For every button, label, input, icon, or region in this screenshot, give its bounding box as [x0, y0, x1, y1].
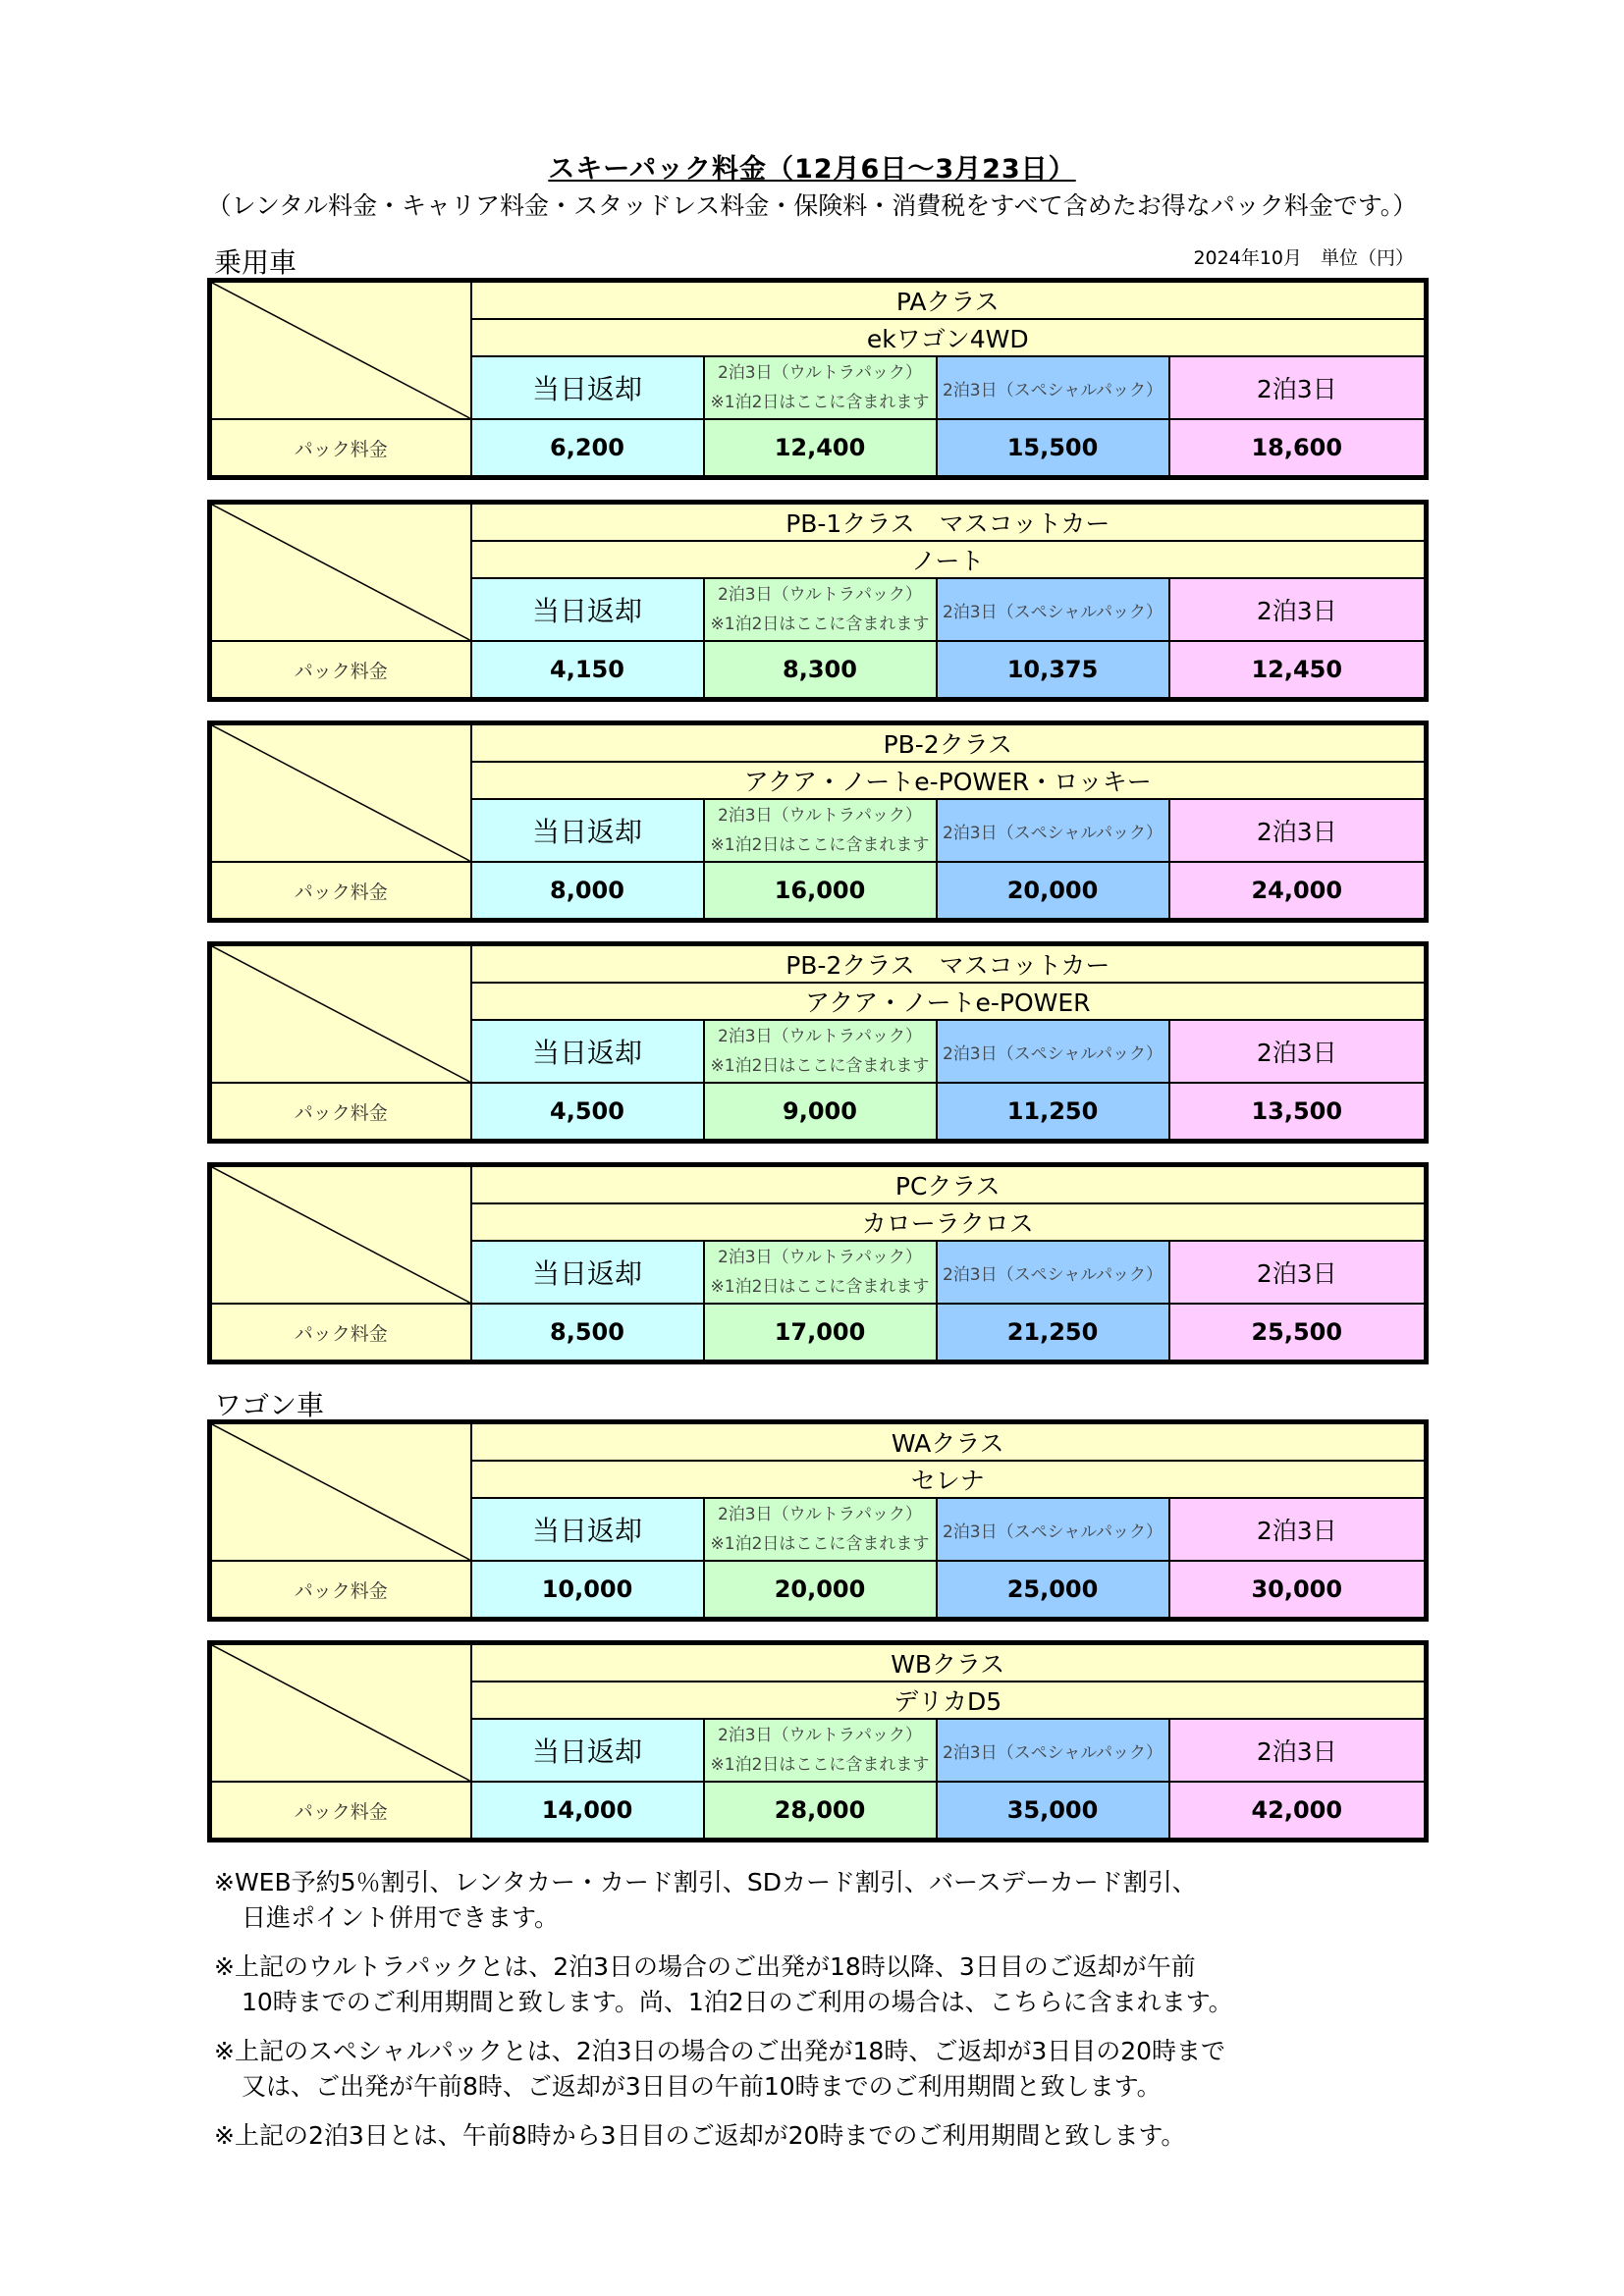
diagonal-line [212, 725, 470, 861]
price-ultra-pack: 16,000 [704, 862, 937, 921]
header-special-pack: 2泊3日（スペシャルパック） [937, 1498, 1169, 1561]
class-name: PB-2クラス [471, 723, 1427, 763]
pack-price-label: パック料金 [210, 1304, 471, 1362]
diagonal-line [212, 1424, 470, 1560]
pack-price-label: パック料金 [210, 641, 471, 700]
car-model: ノート [471, 541, 1427, 578]
price-table [207, 1162, 1429, 1364]
header-ultra-pack [704, 1719, 937, 1782]
diagonal-line [212, 283, 470, 418]
header-two-night: 2泊3日 [1169, 1020, 1427, 1083]
notes [214, 1865, 1441, 2167]
diagonal-line [212, 505, 470, 640]
price-two-night: 25,500 [1169, 1304, 1427, 1362]
class-name: PB-1クラス マスコットカー [471, 503, 1427, 542]
header-special-pack: 2泊3日（スペシャルパック） [937, 1719, 1169, 1782]
header-ultra-line1: 2泊3日（ウルトラパック） [717, 1248, 923, 1267]
price-ultra-pack: 28,000 [704, 1782, 937, 1841]
class-name: PCクラス [471, 1165, 1427, 1204]
corner-cell [210, 1422, 471, 1562]
price-table [207, 1640, 1429, 1842]
class-name: PAクラス [471, 281, 1427, 320]
header-ultra-line1: 2泊3日（ウルトラパック） [717, 1027, 923, 1046]
pack-price-label: パック料金 [210, 419, 471, 478]
note-line: ※上記のスペシャルパックとは、2泊3日の場合のご出発が18時、ご返却が3日目の20時まで [214, 2037, 1226, 2065]
price-special-pack: 35,000 [937, 1782, 1169, 1841]
header-two-night: 2泊3日 [1169, 578, 1427, 641]
price-ultra-pack: 9,000 [704, 1083, 937, 1142]
diagonal-line [212, 1167, 470, 1303]
header-ultra-line1: 2泊3日（ウルトラパック） [717, 363, 923, 383]
header-ultra-pack [704, 1498, 937, 1561]
header-ultra-pack [704, 1020, 937, 1083]
header-ultra-line2: ※1泊2日はここに含まれます [710, 614, 930, 634]
car-model: ekワゴン4WD [471, 319, 1427, 356]
page-title: スキーパック料金（12月6日～3月23日） [548, 154, 1076, 185]
price-same-day: 8,500 [471, 1304, 704, 1362]
header-same-day: 当日返却 [471, 1719, 704, 1782]
note-item [214, 2034, 1441, 2105]
header-two-night: 2泊3日 [1169, 1241, 1427, 1304]
header-ultra-line2: ※1泊2日はここに含まれます [710, 1755, 930, 1775]
header-special-pack: 2泊3日（スペシャルパック） [937, 578, 1169, 641]
class-name: WAクラス [471, 1422, 1427, 1462]
header-special-pack: 2泊3日（スペシャルパック） [937, 1020, 1169, 1083]
car-model: セレナ [471, 1461, 1427, 1498]
price-table [207, 721, 1429, 923]
price-special-pack: 20,000 [937, 862, 1169, 921]
corner-cell [210, 503, 471, 642]
header-same-day: 当日返却 [471, 1020, 704, 1083]
header-same-day: 当日返却 [471, 799, 704, 862]
price-same-day: 4,500 [471, 1083, 704, 1142]
header-special-pack: 2泊3日（スペシャルパック） [937, 356, 1169, 419]
header-same-day: 当日返却 [471, 578, 704, 641]
note-line: ※上記の2泊3日とは、午前8時から3日目のご返却が20時までのご利用期間と致します。 [214, 2121, 1186, 2150]
price-ultra-pack: 8,300 [704, 641, 937, 700]
header-ultra-line2: ※1泊2日はここに含まれます [710, 1056, 930, 1076]
header-two-night: 2泊3日 [1169, 1498, 1427, 1561]
note-item [214, 1865, 1441, 1936]
header-ultra-line1: 2泊3日（ウルトラパック） [717, 806, 923, 826]
price-special-pack: 21,250 [937, 1304, 1169, 1362]
price-two-night: 30,000 [1169, 1561, 1427, 1620]
price-two-night: 24,000 [1169, 862, 1427, 921]
header-ultra-pack [704, 356, 937, 419]
pack-price-label: パック料金 [210, 862, 471, 921]
car-model: デリカD5 [471, 1682, 1427, 1719]
header-ultra-pack [704, 1241, 937, 1304]
class-name: PB-2クラス マスコットカー [471, 944, 1427, 984]
corner-cell [210, 1643, 471, 1783]
note-line: 日進ポイント併用できます。 [242, 1903, 560, 1932]
price-special-pack: 10,375 [937, 641, 1169, 700]
price-special-pack: 11,250 [937, 1083, 1169, 1142]
price-same-day: 10,000 [471, 1561, 704, 1620]
price-same-day: 6,200 [471, 419, 704, 478]
diagonal-line [212, 1645, 470, 1781]
price-two-night: 18,600 [1169, 419, 1427, 478]
pack-price-label: パック料金 [210, 1561, 471, 1620]
header-same-day: 当日返却 [471, 1241, 704, 1304]
note-line: ※WEB予約5％割引、レンタカー・カード割引、SDカード割引、バースデーカード割引、 [214, 1868, 1197, 1896]
price-ultra-pack: 12,400 [704, 419, 937, 478]
price-table [207, 941, 1429, 1144]
pack-price-label: パック料金 [210, 1782, 471, 1841]
note-item [214, 2118, 1441, 2154]
header-ultra-line1: 2泊3日（ウルトラパック） [717, 1505, 923, 1524]
header-two-night: 2泊3日 [1169, 1719, 1427, 1782]
price-special-pack: 25,000 [937, 1561, 1169, 1620]
header-two-night: 2泊3日 [1169, 799, 1427, 862]
note-item [214, 1949, 1441, 2020]
note-line: 10時までのご利用期間と致します。尚、1泊2日のご利用の場合は、こちらに含まれます。 [242, 1988, 1233, 2016]
corner-cell [210, 281, 471, 420]
car-model: カローラクロス [471, 1203, 1427, 1241]
price-ultra-pack: 20,000 [704, 1561, 937, 1620]
price-same-day: 14,000 [471, 1782, 704, 1841]
corner-cell [210, 723, 471, 863]
section-label-sedan: 乗用車 [214, 246, 298, 279]
date-unit: 2024年10月 単位（円） [1193, 247, 1414, 269]
diagonal-line [212, 946, 470, 1082]
header-ultra-line2: ※1泊2日はここに含まれます [710, 835, 930, 855]
price-two-night: 42,000 [1169, 1782, 1427, 1841]
header-ultra-line1: 2泊3日（ウルトラパック） [717, 585, 923, 605]
corner-cell [210, 944, 471, 1084]
car-model: アクア・ノートe-POWER [471, 983, 1427, 1020]
price-same-day: 4,150 [471, 641, 704, 700]
header-ultra-pack [704, 578, 937, 641]
header-ultra-line2: ※1泊2日はここに含まれます [710, 1534, 930, 1554]
header-ultra-line1: 2泊3日（ウルトラパック） [717, 1726, 923, 1745]
header-two-night: 2泊3日 [1169, 356, 1427, 419]
page-subtitle: （レンタル料金・キャリア料金・スタッドレス料金・保険料・消費税をすべて含めたお得なパック料金です。） [206, 191, 1418, 220]
price-table [207, 500, 1429, 702]
price-table [207, 1419, 1429, 1622]
header-ultra-line2: ※1泊2日はここに含まれます [710, 393, 930, 412]
class-name: WBクラス [471, 1643, 1427, 1682]
price-same-day: 8,000 [471, 862, 704, 921]
header-same-day: 当日返却 [471, 1498, 704, 1561]
header-ultra-line2: ※1泊2日はここに含まれます [710, 1277, 930, 1297]
price-table [207, 278, 1429, 480]
price-two-night: 13,500 [1169, 1083, 1427, 1142]
corner-cell [210, 1165, 471, 1305]
note-line: 又は、ご出発が午前8時、ご返却が3日目の午前10時までのご利用期間と致します。 [242, 2072, 1162, 2101]
price-ultra-pack: 17,000 [704, 1304, 937, 1362]
pack-price-label: パック料金 [210, 1083, 471, 1142]
price-two-night: 12,450 [1169, 641, 1427, 700]
header-special-pack: 2泊3日（スペシャルパック） [937, 799, 1169, 862]
header-ultra-pack [704, 799, 937, 862]
car-model: アクア・ノートe-POWER・ロッキー [471, 762, 1427, 799]
note-line: ※上記のウルトラパックとは、2泊3日の場合のご出発が18時以降、3日目のご返却が午前 [214, 1952, 1196, 1981]
header-special-pack: 2泊3日（スペシャルパック） [937, 1241, 1169, 1304]
header-same-day: 当日返却 [471, 356, 704, 419]
section-label-wagon: ワゴン車 [214, 1389, 325, 1421]
price-special-pack: 15,500 [937, 419, 1169, 478]
